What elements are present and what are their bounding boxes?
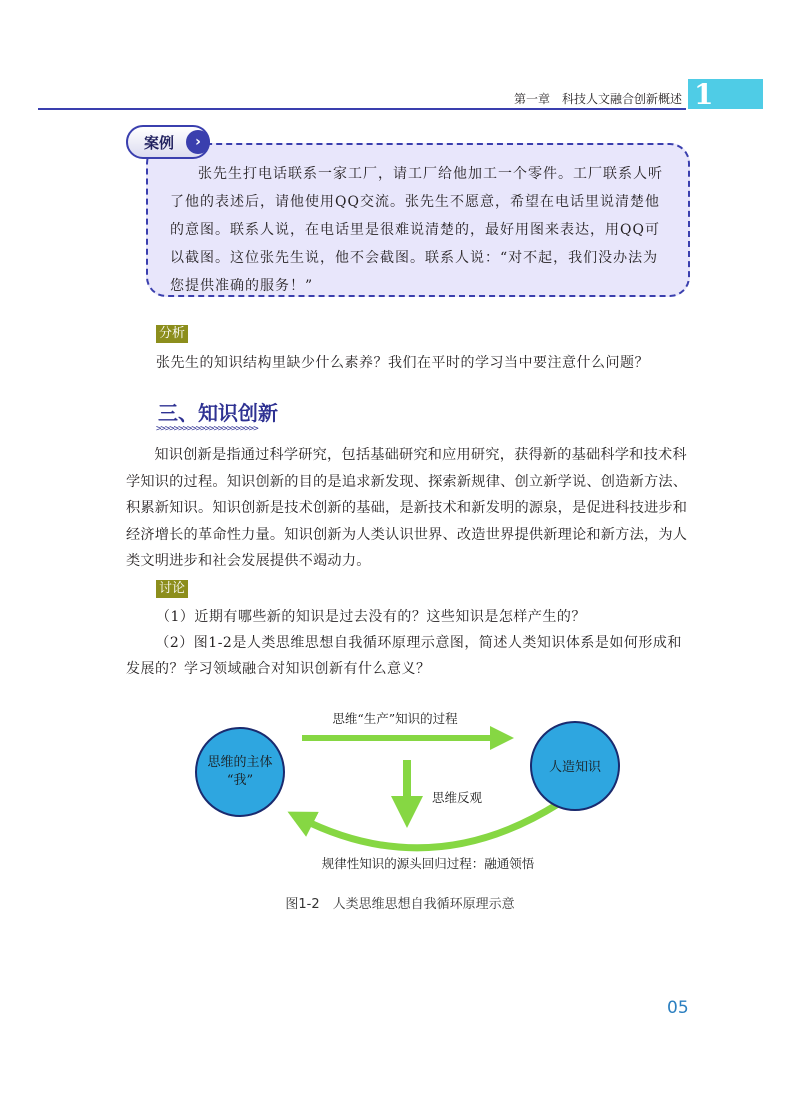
left-circle bbox=[196, 728, 284, 816]
chapter-number: 1 bbox=[694, 78, 714, 111]
chapter-header-title: 第一章 科技人文融合创新概述 bbox=[513, 92, 682, 106]
analysis-tag: 分析 bbox=[156, 325, 188, 343]
discussion-tag: 讨论 bbox=[156, 580, 188, 598]
analysis-question: 张先生的知识结构里缺少什么素养？我们在平时的学习当中要注意什么问题？ bbox=[156, 355, 649, 371]
section-heading-underline: >>>>>>>>>>>>>>>>>>>>>>> bbox=[156, 424, 258, 434]
discussion-question-2: （2）图1-2是人类思维思想自我循环原理示意图，简述人类知识体系是如何形成和发展的？学习领域融合对知识创新有什么意义？ bbox=[126, 635, 682, 677]
case-label-text: 案例 bbox=[144, 134, 175, 152]
discussion-question-1: （1）近期有哪些新的知识是过去没有的？这些知识是怎样产生的？ bbox=[156, 609, 586, 625]
chapter-tab bbox=[688, 79, 763, 109]
page-number: 05 bbox=[667, 998, 689, 1018]
cycle-diagram bbox=[0, 690, 800, 890]
left-circle-label-1: 思维的主体 bbox=[207, 755, 273, 770]
section-heading: 三、知识创新 bbox=[158, 401, 278, 425]
case-text: 张先生打电话联系一家工厂，请工厂给他加工一个零件。工厂联系人听了他的表述后，请他使用QQ交流。张先生不愿意，希望在电话里说清楚他的意图。联系人说，在电话里是很难说清楚的，最好用图来表达，用QQ可以截图。这位张先生说，他不会截图。联系人说：“对不起，我们没办法为您提供准确的服务！” bbox=[170, 166, 663, 294]
figure-caption: 图1-2 人类思维思想自我循环原理示意 bbox=[285, 897, 515, 912]
bottom-arrow bbox=[300, 804, 558, 848]
left-circle-label-2: “我” bbox=[226, 773, 254, 788]
section-paragraph: 知识创新是指通过科学研究，包括基础研究和应用研究，获得新的基础科学和技术科学知识的过程。知识创新的目的是追求新发现、探索新规律、创立新学说、创造新方法、积累新知识。知识创新是技术创新的基础，是新技术和新发明的源泉，是促进科技进步和经济增长的革命性力量。知识创新为人类认识世界、改造世界提供新理论和新方法，为人类文明进步和社会发展提供不竭动力。 bbox=[126, 447, 688, 569]
right-circle-label: 人造知识 bbox=[548, 760, 602, 775]
middle-arrow-label: 思维反观 bbox=[432, 790, 483, 805]
bottom-arrow-label: 规律性知识的源头回归过程：融通领悟 bbox=[321, 856, 535, 871]
header-rule bbox=[38, 108, 686, 110]
case-label bbox=[126, 125, 210, 159]
top-arrow-label: 思维“生产”知识的过程 bbox=[332, 711, 458, 726]
chevron-right-icon: › bbox=[186, 130, 210, 154]
